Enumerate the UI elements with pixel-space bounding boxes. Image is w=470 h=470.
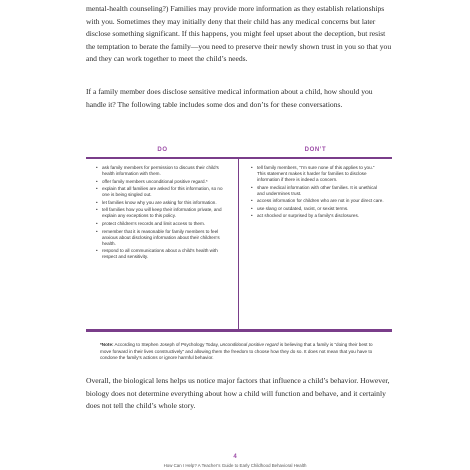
intro-paragraph: mental-health counseling?) Families may provide more information as they establish relationships with you. Sometimes they may initially deny that their child has any medical concerns but later disclose something significant. If this happens, you might feel upset about the deception, but resist the temptation to berate the family—you need to preserve their newly shown trust in you so that you and they can work together to meet the child’s needs. [86,4,392,64]
table-body [86,159,392,329]
do-item: • let families know why you are asking for this information. [96,200,230,206]
note-emphasis: unconditional positive regard [220,342,279,347]
closing-paragraph: Overall, the biological lens helps us notice major factors that influence a child’s behavior. However, biology does not determine everything about how a child will function and behave, and it certainly does not tell the child’s whole story. [86,376,390,411]
do-list [96,165,230,260]
transition-paragraph: If a family member does disclose sensitive medical information about a child, how should you handle it? The following table includes some dos and don’ts for these conversations. [86,87,373,109]
do-item: • protect children’s records and limit access to them. [96,221,230,227]
table-bottom-rule [86,329,392,332]
dos-donts-table [86,145,392,332]
do-item: • explain that all families are asked for this information, so no one is being singled out. [96,186,230,198]
note-text-after: is believing that a family is “doing their best to move forward in their lives constructively” and allowing them the freedom to choose how they do so. It does not mean that you have to condone the family’s actions or ignore harmful behavior. [100,342,373,361]
do-item: • respond to all communications about a child’s health with respect and sensitivity. [96,248,230,260]
do-item: • ask family members for permission to discuss their child’s health information with them. [96,165,230,177]
dont-header: DON’T [304,147,327,153]
dont-item: • use slang or outdated, racist, or sexist terms. [251,206,384,212]
note-label: *Note: [100,342,114,347]
dont-item: • tell family members, “I’m sure none of this applies to you.” This statement makes it harder for families to disclose information if there is indeed a concern. [251,165,384,183]
page-number: 4 [233,454,237,460]
dont-item: • access information for children who are not in your direct care. [251,198,384,204]
dont-list [251,165,384,219]
do-item: • offer family members unconditional positive regard.* [96,179,230,185]
dont-item: • act shocked or surprised by a family’s disclosures. [251,213,384,219]
dont-item: • share medical information with other families. It is unethical and undermines trust. [251,185,384,197]
footnote [100,342,382,362]
footer-book-title: How Can I Help? A Teacher’s Guide to Early Childhood Behavioral Health [163,463,307,468]
note-text-before: According to Stephen Joseph of Psychology Today, [113,342,221,347]
do-column [86,159,239,329]
table-header [86,145,392,159]
do-item: • tell families how you will keep their information private, and explain any exceptions to this policy. [96,207,230,219]
dont-column [239,159,392,329]
do-header: DO [157,147,168,153]
do-item: • remember that it is reasonable for family members to feel anxious about disclosing information about their children’s health. [96,229,230,247]
